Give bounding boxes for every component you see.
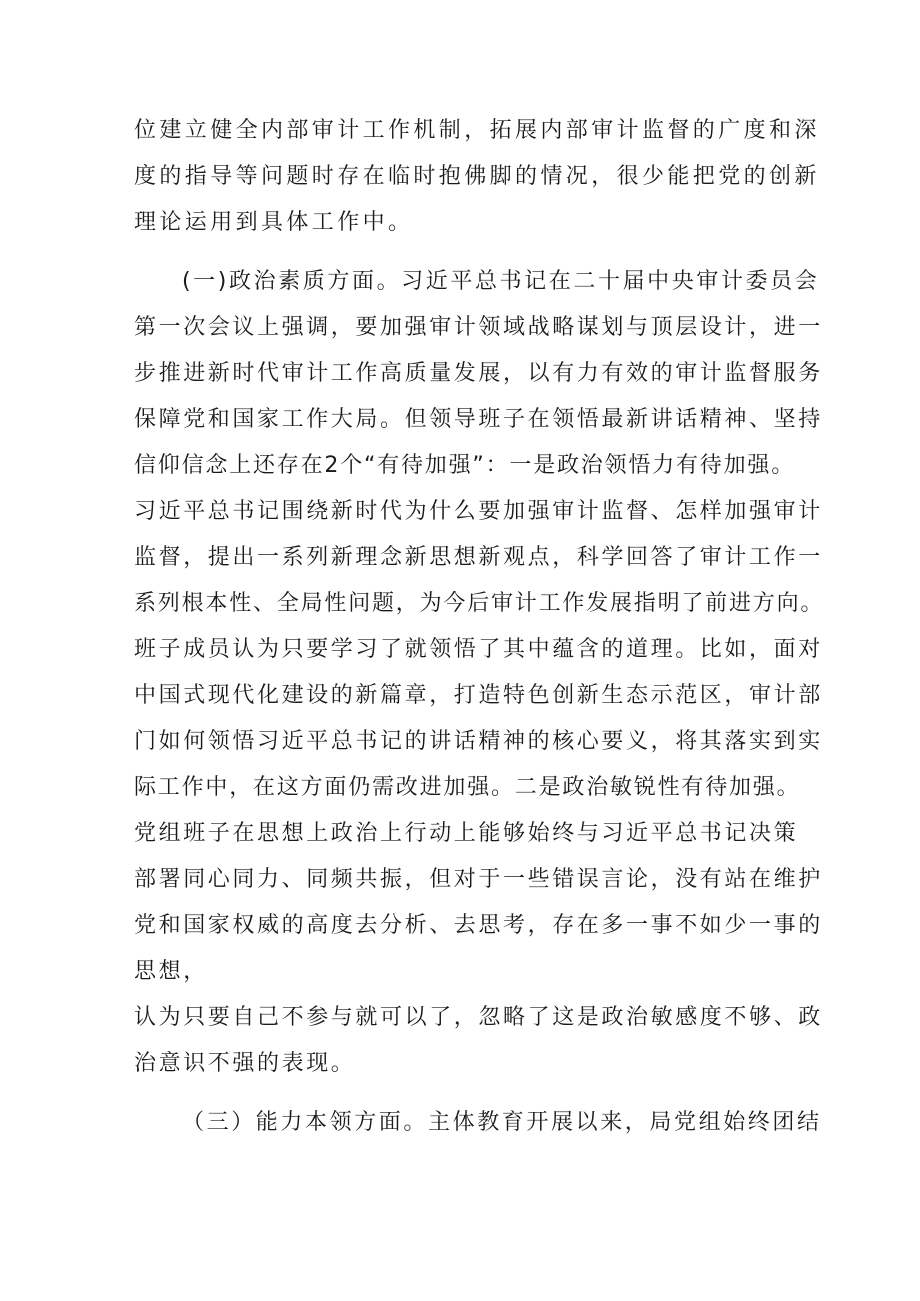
text-line: 认为只要自己不参与就可以了，忽略了这是政治敏感度不够、政 <box>134 1005 823 1030</box>
text-line: 保障党和国家工作大局。但领导班子在领悟最新讲话精神、坚持 <box>134 407 823 432</box>
text-line: 际工作中，在这方面仍需改进加强。二是政治敏锐性有待加强。 <box>134 775 801 800</box>
text-line: 中国式现代化建设的新篇章，打造特色创新生态示范区，审计部 <box>134 683 823 708</box>
text-line: 党组班子在思想上政治上行动上能够始终与习近平总书记决策 <box>134 821 799 846</box>
text-line: 理论运用到具体工作中。 <box>134 210 414 235</box>
text-line: 党和国家权威的高度去分析、去思考，存在多一事不如少一事的 <box>134 913 823 938</box>
text-line: 位建立健全内部审计工作机制，拓展内部审计监督的广度和深 <box>134 118 820 143</box>
text-line: 信仰信念上还存在2个“有待加强”：一是政治领悟力有待加强。 <box>134 453 795 478</box>
section-heading-line: （三）能力本领方面。主体教育开展以来，局党组始终团结 <box>182 1110 822 1135</box>
text-line: 系列根本性、全局性问题，为今后审计工作发展指明了前进方向。 <box>134 591 825 616</box>
text-line: 度的指导等问题时存在临时抱佛脚的情况，很少能把党的创新 <box>134 164 820 189</box>
section-heading-line: (一)政治素质方面。习近平总书记在二十届中央审计委员会 <box>182 269 820 294</box>
text-line: 思想， <box>134 959 208 984</box>
text-line: 部署同心同力、同频共振，但对于一些错误言论，没有站在维护 <box>134 867 823 892</box>
text-line: 习近平总书记围绕新时代为什么要加强审计监督、怎样加强审计 <box>134 499 823 524</box>
text-line: 监督，提出一系列新理念新思想新观点，科学回答了审计工作一 <box>134 545 823 570</box>
text-line: 步推进新时代审计工作高质量发展，以有力有效的审计监督服务 <box>134 361 823 386</box>
text-line: 班子成员认为只要学习了就领悟了其中蕴含的道理。比如，面对 <box>134 637 823 662</box>
text-line: 门如何领悟习近平总书记的讲话精神的核心要义，将其落实到实 <box>134 729 823 754</box>
text-line: 治意识不强的表现。 <box>134 1051 356 1076</box>
text-line: 第一次会议上强调，要加强审计领域战略谋划与顶层设计，进一 <box>134 315 823 340</box>
